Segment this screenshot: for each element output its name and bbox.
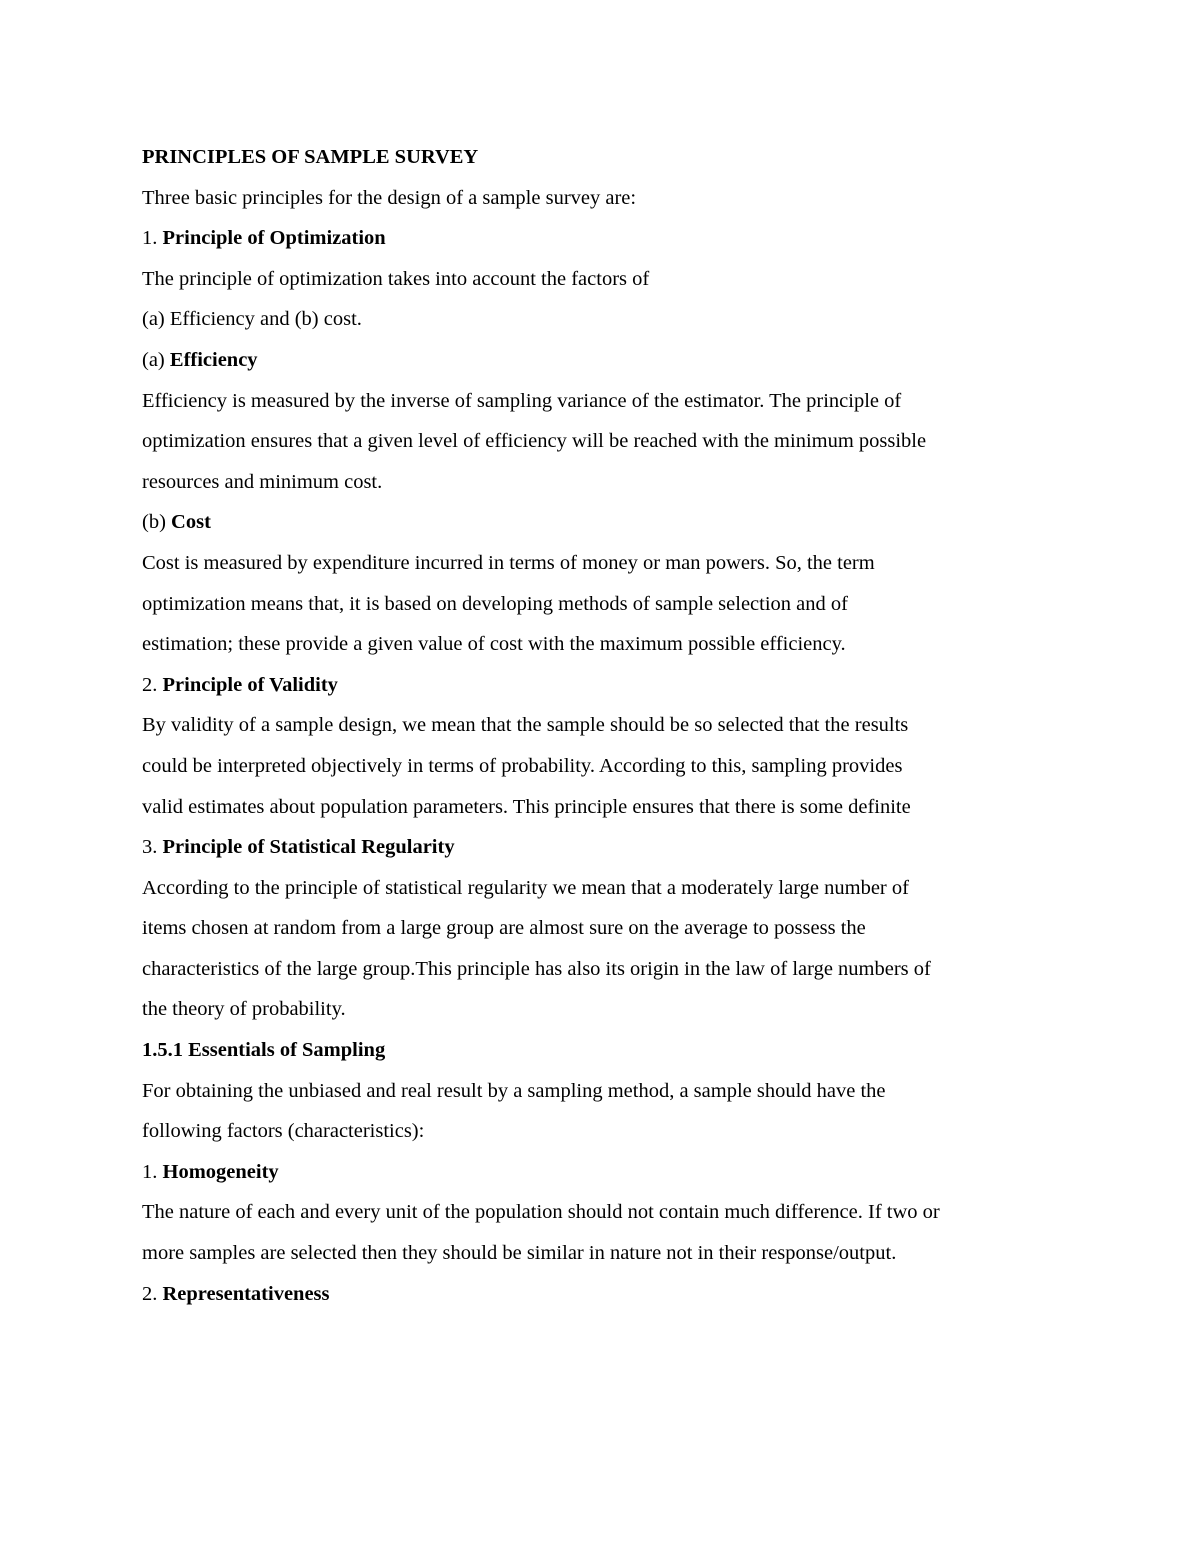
principle-3-number: 3. (142, 836, 163, 859)
paragraph-line: optimization ensures that a given level of efficiency will be reached with the minimum possible (142, 430, 927, 453)
paragraph-line: According to the principle of statistical regularity we mean that a moderately large number of (142, 876, 909, 899)
subheading-label: (a) (142, 348, 170, 371)
paragraph-line: The principle of optimization takes into account the factors of (142, 267, 650, 290)
principle-3-title: Principle of Statistical Regularity (162, 836, 455, 859)
essential-1-title: Homogeneity (162, 1160, 279, 1183)
principle-2-number: 2. (142, 673, 163, 696)
paragraph-line: For obtaining the unbiased and real result by a sampling method, a sample should have the (142, 1079, 886, 1102)
paragraph-line: resources and minimum cost. (142, 470, 383, 493)
essential-2-number: 2. (142, 1282, 163, 1305)
section-heading: 1.5.1 Essentials of Sampling (142, 1039, 386, 1062)
paragraph-line: more samples are selected then they should be similar in nature not in their response/output. (142, 1242, 897, 1265)
paragraph-line: optimization means that, it is based on developing methods of sample selection and of (142, 592, 848, 615)
intro-text: Three basic principles for the design of a sample survey are: (142, 186, 637, 209)
principle-2-title: Principle of Validity (162, 673, 338, 696)
subheading-label: (b) (142, 511, 172, 534)
subheading-cost (142, 502, 1082, 543)
essential-2-title: Representativeness (162, 1282, 330, 1305)
page-title: PRINCIPLES OF SAMPLE SURVEY (142, 146, 479, 168)
paragraph-line: items chosen at random from a large group are almost sure on the average to possess the (142, 917, 866, 940)
principle-1-title: Principle of Optimization (162, 227, 386, 250)
paragraph-line: estimation; these provide a given value of cost with the maximum possible efficiency. (142, 633, 846, 656)
principle-1-heading (142, 218, 1082, 259)
paragraph-line: the theory of probability. (142, 998, 346, 1021)
principle-1-number: 1. (142, 227, 163, 250)
paragraph-line: Cost is measured by expenditure incurred in terms of money or man powers. So, the term (142, 551, 875, 574)
principle-2-heading (142, 665, 1082, 706)
paragraph-line: The nature of each and every unit of the population should not contain much difference. If two or (142, 1201, 940, 1224)
subheading-title: Efficiency (169, 348, 258, 371)
paragraph-line: (a) Efficiency and (b) cost. (142, 308, 362, 331)
subheading-efficiency (142, 340, 1082, 381)
paragraph-line: following factors (characteristics): (142, 1120, 425, 1143)
document-body (142, 137, 1082, 1314)
paragraph-line: valid estimates about population parameters. This principle ensures that there is some definite (142, 795, 911, 818)
essential-1-number: 1. (142, 1160, 163, 1183)
subheading-title: Cost (171, 511, 211, 534)
essential-1-heading (142, 1152, 1082, 1193)
paragraph-line: characteristics of the large group.This principle has also its origin in the law of large numbers of (142, 957, 931, 980)
paragraph-line: By validity of a sample design, we mean that the sample should be so selected that the results (142, 714, 909, 737)
principle-3-heading (142, 827, 1082, 868)
paragraph-line: Efficiency is measured by the inverse of sampling variance of the estimator. The principle of (142, 389, 902, 412)
paragraph-line: could be interpreted objectively in terms of probability. According to this, sampling provides (142, 754, 903, 777)
essential-2-heading (142, 1274, 1082, 1315)
